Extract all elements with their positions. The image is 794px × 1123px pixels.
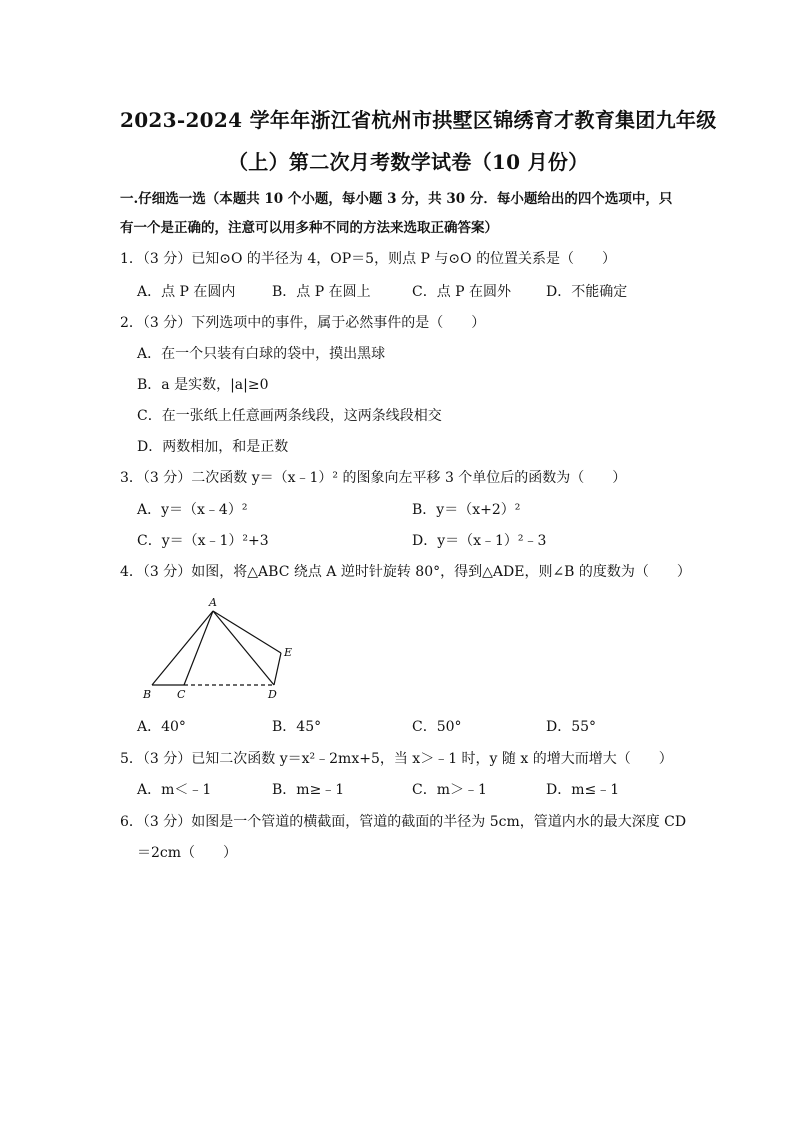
section-heading-line1: 一.仔细选一选（本题共 10 个小题，每小题 3 分，共 30 分．每小题给出的四个选项中，只 — [120, 191, 673, 207]
label-c: C — [177, 688, 186, 701]
question-1-option-d: D．不能确定 — [546, 284, 628, 300]
segment-ae — [213, 611, 281, 653]
label-e: E — [284, 646, 293, 659]
segment-ad — [213, 611, 274, 685]
question-5-option-d: D．m≤﹣1 — [546, 782, 620, 798]
question-2-stem: 2．（3 分）下列选项中的事件，属于必然事件的是（ ） — [120, 315, 486, 331]
page-title-line1: 2023-2024 学年年浙江省杭州市拱墅区锦绣育才教育集团九年级 — [120, 108, 717, 132]
question-5-option-b: B．m≥﹣1 — [272, 782, 345, 798]
question-3-option-a: A．y＝（x﹣4）² — [137, 502, 248, 518]
question-6-stem-line2: ＝2cm（ ） — [137, 845, 238, 861]
question-1-option-c: C．点 P 在圆外 — [412, 284, 512, 300]
label-a: A — [209, 596, 217, 609]
label-d: D — [268, 688, 277, 701]
question-1-stem: 1．（3 分）已知⊙O 的半径为 4，OP＝5，则点 P 与⊙O 的位置关系是（ ） — [120, 251, 617, 267]
segment-ac — [184, 611, 213, 685]
page-title-line2: （上）第二次月考数学试卷（10 月份） — [228, 150, 589, 174]
question-2-option-d: D．两数相加，和是正数 — [137, 439, 289, 455]
question-3-option-b: B．y＝（x+2）² — [412, 502, 521, 518]
question-2-option-a: A．在一个只装有白球的袋中，摸出黑球 — [137, 346, 386, 362]
question-1-option-b: B．点 P 在圆上 — [272, 284, 371, 300]
question-6-stem-line1: 6．（3 分）如图是一个管道的横截面，管道的截面的半径为 5cm，管道内水的最大深度 CD — [120, 814, 687, 830]
question-4-figure — [135, 593, 315, 703]
segment-de — [274, 653, 281, 685]
question-4-option-d: D．55° — [546, 719, 597, 735]
question-5-stem: 5．（3 分）已知二次函数 y＝x²﹣2mx+5，当 x＞﹣1 时，y 随 x 的增大而增大（ ） — [120, 751, 673, 767]
question-4-option-c: C．50° — [412, 719, 462, 735]
question-5-option-c: C．m＞﹣1 — [412, 782, 487, 798]
question-3-option-d: D．y＝（x﹣1）²﹣3 — [412, 533, 547, 549]
question-5-option-a: A．m＜﹣1 — [137, 782, 212, 798]
question-3-stem: 3．（3 分）二次函数 y＝（x﹣1）² 的图象向左平移 3 个单位后的函数为（ ） — [120, 470, 627, 486]
segment-ab — [152, 611, 213, 685]
label-b: B — [143, 688, 152, 701]
question-4-option-b: B．45° — [272, 719, 322, 735]
question-2-option-b: B．a 是实数，|a|≥0 — [137, 377, 269, 393]
question-3-option-c: C．y＝（x﹣1）²+3 — [137, 533, 269, 549]
question-2-option-c: C．在一张纸上任意画两条线段，这两条线段相交 — [137, 408, 442, 424]
question-4-stem: 4．（3 分）如图，将△ABC 绕点 A 逆时针旋转 80°，得到△ADE，则∠B 的度数为（ ） — [120, 564, 691, 580]
question-1-option-a: A．点 P 在圆内 — [137, 284, 236, 300]
question-4-option-a: A．40° — [137, 719, 186, 735]
section-heading-line2: 有一个是正确的，注意可以用多种不同的方法来选取正确答案） — [120, 220, 498, 236]
